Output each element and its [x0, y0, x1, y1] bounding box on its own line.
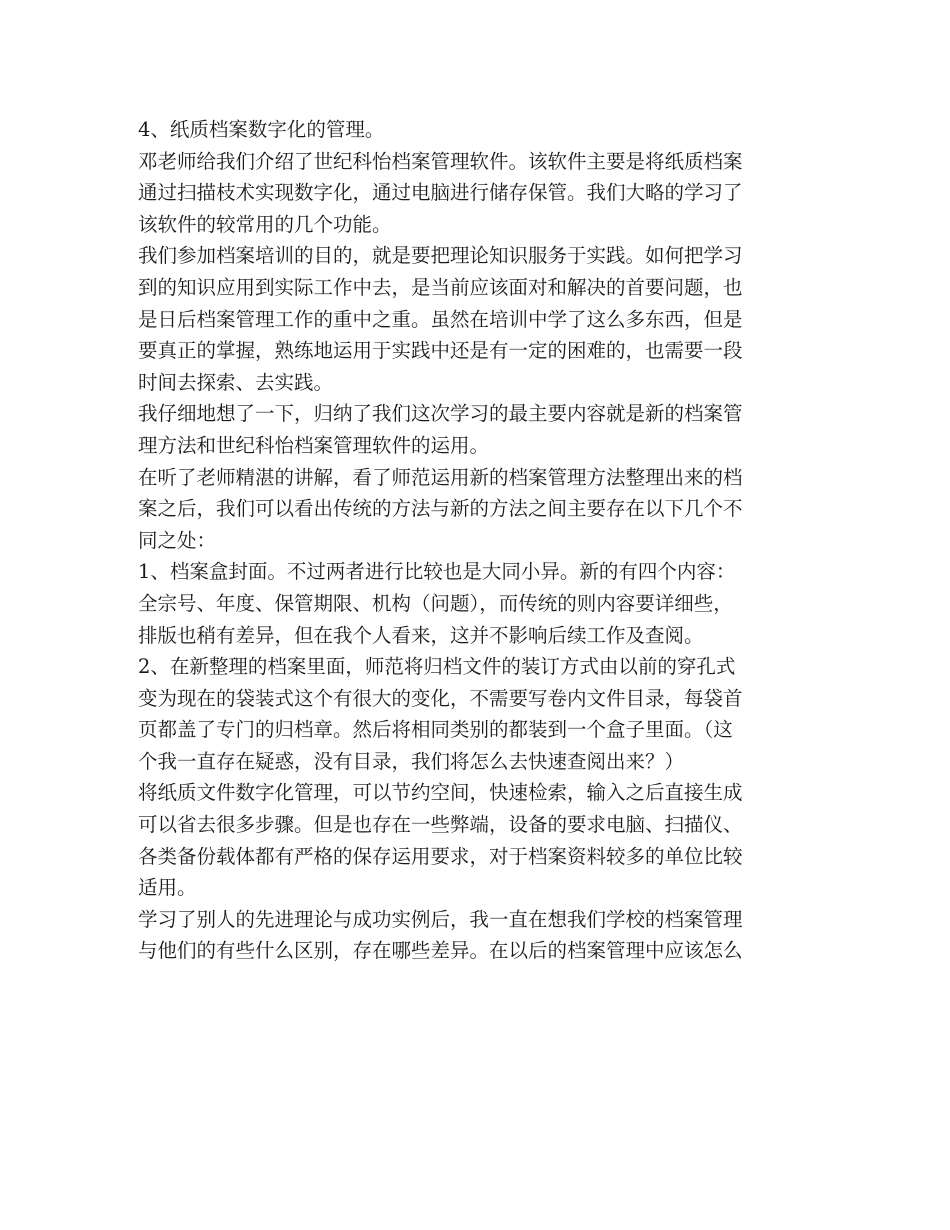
text-line: 排版也稍有差异，但在我个人看来，这并不影响后续工作及查阅。 — [138, 623, 704, 647]
text-line: 同之处： — [138, 528, 217, 552]
text-line: 与他们的有些什么区别，存在哪些差异。在以后的档案管理中应该怎么 — [138, 939, 743, 963]
text-line: 将纸质文件数字化管理，可以节约空间，快速检索，输入之后直接生成 — [138, 781, 743, 805]
text-line: 时间去探索、去实践。 — [138, 370, 334, 394]
text-line: 邓老师给我们介绍了世纪科怡档案管理软件。该软件主要是将纸质档案 — [138, 149, 743, 173]
text-line: 个我一直存在疑惑，没有目录，我们将怎么去快速查阅出来？） — [138, 749, 685, 773]
text-line: 各类备份载体都有严格的保存运用要求，对于档案资料较多的单位比较 — [138, 844, 743, 868]
text-line: 1、档案盒封面。不过两者进行比较也是大同小异。新的有四个内容： — [138, 560, 736, 584]
text-line: 4、纸质档案数字化的管理。 — [138, 118, 385, 141]
text-line: 是日后档案管理工作的重中之重。虽然在培训中学了这么多东西，但是 — [138, 307, 743, 331]
text-line: 案之后，我们可以看出传统的方法与新的方法之间主要存在以下几个不 — [138, 497, 743, 521]
text-line: 全宗号、年度、保管期限、机构（问题），而传统的则内容要详细些， — [138, 591, 733, 615]
text-line: 通过扫描枝术实现数字化，通过电脑进行储存保管。我们大略的学习了 — [138, 181, 743, 205]
text-line: 变为现在的袋装式这个有很大的变化，不需要写卷内文件目录，每袋首 — [138, 686, 743, 710]
text-line: 2、在新整理的档案里面，师范将归档文件的装订方式由以前的穿孔式 — [138, 655, 736, 679]
document-body — [138, 114, 818, 967]
text-line: 可以省去很多步骤。但是也存在一些弊端，设备的要求电脑、扫描仪、 — [138, 813, 743, 837]
text-line: 要真正的掌握，熟练地运用于实践中还是有一定的困难的，也需要一段 — [138, 339, 743, 363]
text-line: 该软件的较常用的几个功能。 — [138, 212, 392, 236]
text-line: 我仔细地想了一下，归纳了我们这次学习的最主要内容就是新的档案管 — [138, 402, 743, 426]
text-line: 适用。 — [138, 876, 197, 900]
text-line: 页都盖了专门的归档章。然后将相同类别的都装到一个盒子里面。（这 — [138, 718, 733, 742]
text-line: 学习了别人的先进理论与成功实例后，我一直在想我们学校的档案管理 — [138, 907, 743, 931]
text-line: 到的知识应用到实际工作中去，是当前应该面对和解决的首要问题，也 — [138, 275, 743, 299]
text-line: 我们参加档案培训的目的，就是要把理论知识服务于实践。如何把学习 — [138, 244, 743, 268]
text-line: 在听了老师精湛的讲解，看了师范运用新的档案管理方法整理出来的档 — [138, 465, 743, 489]
text-line: 理方法和世纪科怡档案管理软件的运用。 — [138, 433, 490, 457]
